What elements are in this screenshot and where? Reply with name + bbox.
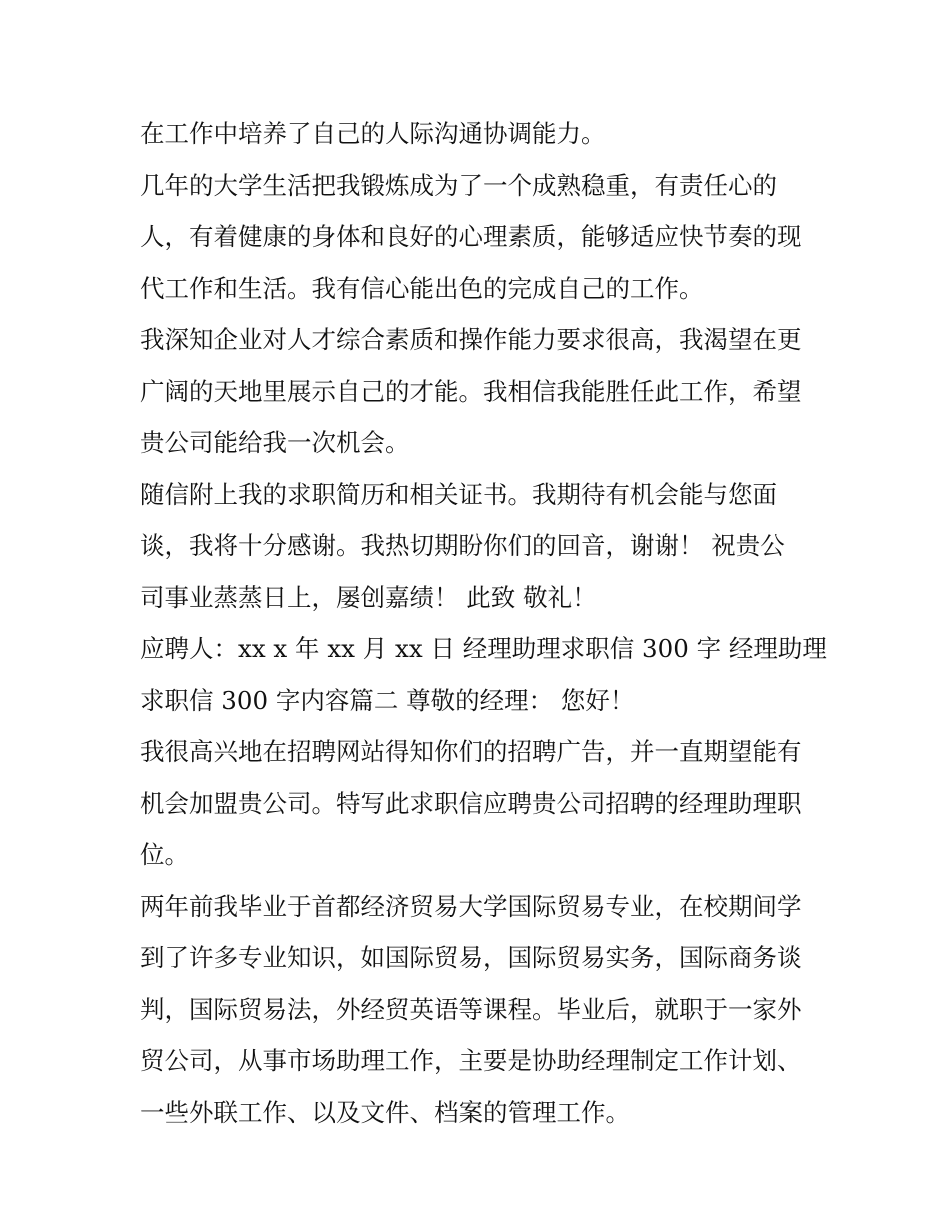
text-line: 两年前我毕业于首都经济贸易大学国际贸易专业，在校期间学 — [140, 891, 802, 921]
text-line: 代工作和生活。我有信心能出色的完成自己的工作。 — [140, 273, 704, 303]
text-line: 到了许多专业知识，如国际贸易，国际贸易实务，国际商务谈 — [140, 943, 802, 972]
text-line: 贵公司能给我一次机会。 — [140, 428, 410, 457]
text-line: 我很高兴地在招聘网站得知你们的招聘广告，并一直期望能有 — [140, 737, 802, 766]
text-line: 广阔的天地里展示自己的才能。我相信我能胜任此工作，希望 — [140, 376, 802, 406]
text-line: 几年的大学生活把我锻炼成为了一个成熟稳重，有责任心的 — [140, 170, 777, 200]
text-line: 贸公司，从事市场助理工作，主要是协助经理制定工作计划、 — [140, 1046, 802, 1075]
text-line: 一些外联工作、以及文件、档案的管理工作。 — [140, 1097, 630, 1127]
text-line: 我深知企业对人才综合素质和操作能力要求很高，我渴望在更 — [140, 325, 802, 354]
text-line: 判，国际贸易法，外经贸英语等课程。毕业后，就职于一家外 — [140, 994, 802, 1024]
text-line: 应聘人：xx x 年 xx 月 xx 日 经理助理求职信 300 字 经理助理 — [140, 634, 827, 663]
text-line: 求职信 300 字内容篇二 尊敬的经理： 您好！ — [140, 685, 635, 715]
text-line: 司事业蒸蒸日上，屡创嘉绩！ 此致 敬礼！ — [140, 582, 597, 612]
text-line: 位。 — [140, 840, 189, 869]
text-line: 人，有着健康的身体和良好的心理素质，能够适应快节奏的现 — [140, 222, 802, 251]
text-line: 机会加盟贵公司。特写此求职信应聘贵公司招聘的经理助理职 — [140, 788, 802, 818]
text-line: 谈，我将十分感谢。我热切期盼你们的回音，谢谢！ 祝贵公 — [140, 531, 785, 560]
text-line: 在工作中培养了自己的人际沟通协调能力。 — [140, 119, 606, 148]
document-body — [140, 108, 827, 1138]
text-line: 随信附上我的求职简历和相关证书。我期待有机会能与您面 — [140, 479, 777, 509]
